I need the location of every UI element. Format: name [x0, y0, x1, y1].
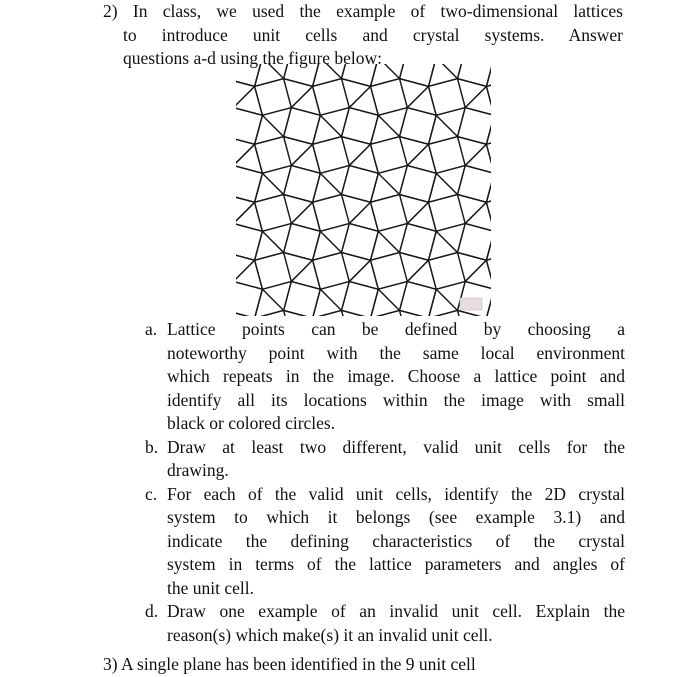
lattice-edge [371, 253, 400, 261]
lattice-edge [262, 231, 283, 252]
lattice-edge [255, 79, 284, 87]
lattice-edge [236, 166, 262, 174]
lattice-edge [342, 79, 350, 108]
part-d-line-1: Draw one example of an invalid unit cell. Explain the [167, 601, 625, 621]
lattice-edge [342, 79, 371, 87]
lattice-edge [400, 282, 408, 311]
lattice-edge [262, 108, 291, 116]
lattice-edge [378, 166, 407, 174]
lattice-edge [255, 260, 263, 289]
lattice-edge [313, 64, 321, 86]
lattice-edge [371, 64, 379, 86]
lattice-edge [313, 195, 342, 203]
lattice-edge [458, 64, 466, 79]
lattice-edge [436, 231, 457, 252]
lattice-edge [320, 64, 341, 79]
part-c-marker: c. [145, 483, 158, 504]
part-b-marker: b. [145, 436, 159, 457]
lattice-edge [458, 310, 487, 316]
lattice-edge [458, 224, 466, 253]
lattice-edge [284, 79, 292, 108]
lattice-edge [313, 260, 321, 289]
lattice-edge [291, 108, 320, 116]
lattice-edge [465, 166, 491, 174]
lattice-edge [342, 108, 350, 137]
lattice-edge [429, 115, 437, 144]
lattice-edge [371, 310, 400, 316]
lattice-edge [407, 86, 428, 107]
lattice-edge [291, 260, 312, 281]
lattice-edge [342, 253, 350, 282]
lattice-edge [465, 86, 486, 107]
lattice-edge [262, 64, 283, 79]
lattice-edge [313, 253, 342, 261]
lattice-edge [400, 166, 408, 195]
lattice-edge [429, 137, 458, 145]
lattice-edge [378, 289, 399, 310]
part-c-line-3: indicate the defining characteristics of the crystal [167, 530, 625, 551]
part-a-line-1: Lattice points can be defined by choosing a [167, 319, 625, 339]
lattice-edge [486, 231, 491, 260]
lattice-edge [378, 64, 399, 79]
lattice-edge [284, 253, 313, 261]
question-parts [145, 318, 625, 647]
lattice-edge [255, 289, 263, 316]
next-problem-cutoff: 3) A single plane has been identified in the 9 unit cell [103, 654, 476, 674]
lattice-edge [349, 166, 378, 174]
lattice-edge [291, 224, 320, 232]
lattice-edge [400, 195, 429, 203]
lattice-edge [371, 260, 379, 289]
lattice-edge [407, 166, 436, 174]
lattice-edge [465, 108, 491, 116]
lattice-edge [320, 108, 349, 116]
part-c-line-5: the unit cell. [167, 577, 254, 598]
lattice-edge [284, 108, 292, 137]
lattice-edge [407, 260, 428, 281]
lattice-edge [486, 202, 491, 231]
lattice-edge [400, 79, 408, 108]
lattice-edge [429, 79, 458, 87]
lattice-edge [284, 64, 292, 79]
lattice-edge [400, 79, 429, 87]
lattice-edge [436, 282, 465, 290]
lattice-edge [320, 231, 341, 252]
lattice-edge [236, 260, 255, 281]
lattice-edge [349, 144, 370, 165]
part-a-line-5: black or colored circles. [167, 413, 336, 433]
lattice-edge [255, 144, 263, 173]
lattice-edge [349, 224, 378, 232]
lattice-edge [349, 86, 370, 107]
lattice-edge [313, 137, 342, 145]
lattice-edge [465, 282, 491, 290]
lattice-edge [436, 108, 465, 116]
lattice-edge [465, 260, 486, 281]
lattice-edge [342, 195, 371, 203]
lattice-edge [320, 224, 349, 232]
lattice-edge [458, 195, 487, 203]
lattice-edge [429, 253, 458, 261]
lattice-edge [313, 79, 342, 87]
lattice-lines [236, 64, 491, 316]
lattice-edge [486, 86, 491, 115]
lattice-edge [255, 86, 263, 115]
part-b-line-1: Draw at least two different, valid unit cells for the [167, 436, 625, 457]
stamp-watermark [460, 298, 482, 310]
lattice-edge [284, 137, 292, 166]
lattice-edge [371, 231, 379, 260]
lattice-edge [371, 115, 379, 144]
lattice-edge [236, 195, 255, 203]
lattice-edge [342, 195, 350, 224]
problem-line-1: 2) In class, we used the example of two-dimensional lattices [103, 1, 623, 21]
lattice-edge [486, 260, 491, 289]
lattice-edge [291, 166, 320, 174]
lattice-edge [407, 224, 436, 232]
lattice-edge [342, 224, 350, 253]
lattice-figure [236, 64, 491, 316]
lattice-edge [255, 310, 284, 316]
part-a-line-3: which repeats in the image. Choose a lattice point and [167, 366, 625, 386]
lattice-edge [262, 224, 291, 232]
lattice-edge [342, 310, 371, 316]
lattice-edge [291, 282, 320, 290]
lattice-edge [313, 289, 321, 316]
lattice-edge [320, 64, 341, 79]
lattice-edge [465, 224, 491, 232]
lattice-edge [236, 224, 262, 232]
lattice-edge [458, 79, 466, 108]
lattice-edge [284, 166, 292, 195]
lattice-edge [378, 231, 399, 252]
lattice-edge [407, 202, 428, 223]
lattice-edge [349, 282, 378, 290]
part-a [145, 318, 625, 436]
lattice-edge [284, 195, 313, 203]
lattice-edge [342, 137, 350, 166]
lattice-edge [400, 253, 408, 282]
lattice-edge [371, 195, 400, 203]
problem-statement [103, 0, 623, 71]
lattice-edge [429, 260, 437, 289]
lattice-edge [429, 202, 437, 231]
lattice-edge [429, 195, 458, 203]
lattice-edge [371, 137, 400, 145]
lattice-edge [436, 64, 457, 79]
lattice-edge [255, 253, 284, 261]
lattice-edge [236, 108, 262, 116]
lattice-edge [284, 253, 292, 282]
lattice-edge [436, 289, 457, 310]
lattice-edge [378, 282, 407, 290]
lattice-edge [291, 86, 312, 107]
lattice-edge [436, 166, 465, 174]
lattice-edge [465, 202, 486, 223]
lattice-edge [349, 260, 370, 281]
lattice-edge [458, 253, 487, 261]
lattice-edge [291, 202, 312, 223]
problem-line-3: questions a-d using the figure below: [123, 48, 383, 68]
lattice-edge [371, 79, 400, 87]
lattice-edge [236, 137, 255, 145]
lattice-edge [458, 195, 466, 224]
lattice-edge [262, 289, 283, 310]
lattice-edge [429, 310, 458, 316]
lattice-edge [262, 282, 291, 290]
lattice-edge [436, 173, 457, 194]
lattice-edge [400, 310, 429, 316]
lattice-edge [436, 64, 457, 79]
lattice-edge [320, 166, 349, 174]
part-a-line-4: identify all its locations within the image with small [167, 389, 625, 410]
lattice-edge [342, 282, 350, 311]
lattice-edge [342, 64, 350, 79]
lattice-edge [407, 282, 436, 290]
lattice-edge [429, 64, 437, 86]
lattice-edge [313, 115, 321, 144]
lattice-edge [407, 144, 428, 165]
problem-line-2: to introduce unit cells and crystal systems. Answer [123, 24, 623, 45]
lattice-edge [458, 253, 466, 282]
lattice-edge [458, 137, 487, 145]
lattice-edge [262, 166, 291, 174]
lattice-edge [486, 173, 491, 202]
lattice-edge [313, 310, 342, 316]
lattice-edge [371, 86, 379, 115]
lattice-edge [236, 310, 255, 316]
lattice-edge [255, 195, 284, 203]
part-c-line-1: For each of the valid unit cells, identify the 2D crystal [167, 483, 625, 504]
part-d [145, 600, 625, 647]
lattice-edge [236, 144, 255, 165]
lattice-edge [349, 108, 378, 116]
lattice-edge [400, 195, 408, 224]
lattice-edge [436, 224, 465, 232]
lattice-edge [284, 195, 292, 224]
lattice-edge [236, 282, 262, 290]
lattice-edge [236, 253, 255, 261]
lattice-edge [371, 173, 379, 202]
part-c-line-2: system to which it belongs (see example 3.1) and [167, 507, 625, 527]
lattice-edge [284, 79, 313, 87]
lattice-edge [429, 86, 437, 115]
lattice-edge [407, 108, 436, 116]
lattice-edge [236, 86, 255, 107]
lattice-edge [255, 173, 263, 202]
part-c-line-4: system in terms of the lattice parameters and angles of [167, 554, 625, 574]
lattice-edge [436, 115, 457, 136]
lattice-edge [236, 202, 255, 223]
part-a-line-2: noteworthy point with the same local environment [167, 342, 625, 363]
lattice-edge [255, 231, 263, 260]
lattice-edge [429, 231, 437, 260]
lattice-edge [320, 115, 341, 136]
part-a-marker: a. [145, 319, 158, 339]
lattice-edge [400, 224, 408, 253]
lattice-edge [342, 166, 350, 195]
lattice-edge [378, 64, 399, 79]
part-b [145, 436, 625, 483]
lattice-edge [400, 64, 408, 79]
lattice-edge [400, 253, 429, 261]
lattice-edge [262, 173, 283, 194]
lattice-edge [378, 173, 399, 194]
lattice-edge [313, 86, 321, 115]
lattice-edge [458, 166, 466, 195]
part-d-marker: d. [145, 601, 159, 621]
lattice-edge [458, 108, 466, 137]
lattice-edge [255, 202, 263, 231]
lattice-edge [284, 137, 313, 145]
lattice-edge [486, 64, 491, 86]
lattice-edge [342, 137, 371, 145]
lattice-edge [371, 289, 379, 316]
lattice-edge [262, 64, 283, 79]
lattice-edge [429, 173, 437, 202]
lattice-edge [458, 79, 487, 87]
lattice-edge [371, 202, 379, 231]
lattice-edge [313, 231, 321, 260]
lattice-edge [320, 289, 341, 310]
lattice-edge [349, 202, 370, 223]
lattice-edge [458, 137, 466, 166]
part-b-line-2: drawing. [167, 460, 229, 480]
lattice-edge [255, 137, 284, 145]
lattice-edge [320, 173, 341, 194]
lattice-edge [342, 253, 371, 261]
lattice-edge [313, 173, 321, 202]
lattice-edge [486, 144, 491, 173]
lattice-edge [236, 79, 255, 87]
lattice-edge [378, 224, 407, 232]
lattice-edge [486, 115, 491, 144]
lattice-edge [465, 144, 486, 165]
lattice-edge [262, 115, 283, 136]
lattice-edge [284, 224, 292, 253]
lattice-edge [291, 144, 312, 165]
lattice-edge [371, 144, 379, 173]
lattice-edge [255, 115, 263, 144]
lattice-edge [284, 310, 313, 316]
part-d-line-2: reason(s) which make(s) it an invalid unit cell. [167, 624, 493, 645]
lattice-edge [400, 137, 408, 166]
part-c [145, 483, 625, 601]
lattice-edge [400, 137, 429, 145]
lattice-edge [429, 289, 437, 316]
lattice-edge [486, 289, 491, 316]
lattice-edge [378, 115, 399, 136]
lattice-edge [400, 108, 408, 137]
lattice-edge [255, 64, 263, 86]
lattice-edge [378, 108, 407, 116]
lattice-edge [429, 144, 437, 173]
lattice-edge [313, 202, 321, 231]
lattice-edge [313, 144, 321, 173]
lattice-edge [284, 282, 292, 311]
lattice-edge [320, 282, 349, 290]
